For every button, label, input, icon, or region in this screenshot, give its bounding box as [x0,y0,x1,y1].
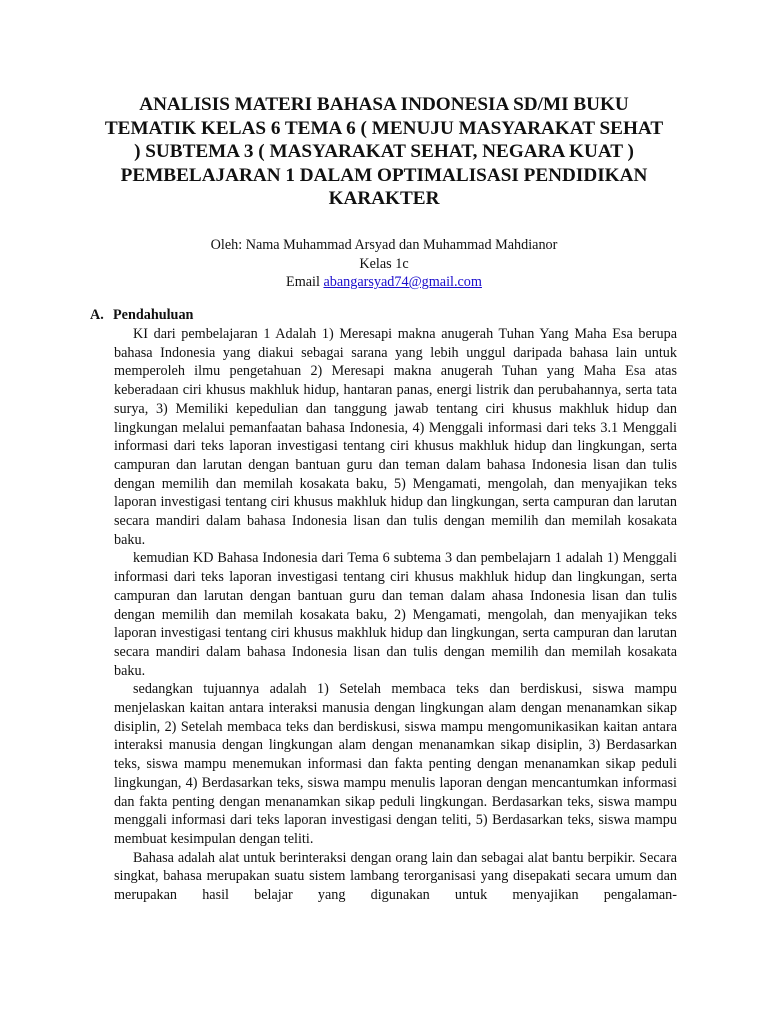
section-title: Pendahuluan [113,307,194,323]
email-label: Email [286,274,324,290]
section-number: A. [90,307,104,323]
paragraph: sedangkan tujuannya adalah 1) Setelah membaca teks dan berdiskusi, siswa mampu menjelaskan kaitan antara interaksi manusia dengan lingkungan alam dengan menanamkan sikap disiplin, 2) Setelah membaca teks dan berdiskusi, siswa mampu mengomunikasikan kaitan antara interaksi manusia dengan lingkungan alam dengan menanamkan sikap disiplin, 3) Berdasarkan teks, siswa mampu menemukan informasi dan fakta penting dengan menanamkan sikap peduli lingkungan, 4) Berdasarkan teks, siswa mampu menulis laporan dengan mencantumkan informasi dan fakta penting dengan menanamkan sikap peduli lingkungan. Berdasarkan teks, siswa mampu menggali informasi dari teks laporan investigasi dengan teliti, 5) Berdasarkan teks, siswa mampu membuat kesimpulan dengan teliti. [114,681,677,847]
document-title: ANALISIS MATERI BAHASA INDONESIA SD/MI BUKU TEMATIK KELAS 6 TEMA 6 ( MENUJU MASYARAKAT SEHAT ) SUBTEMA 3 ( MASYARAKAT SEHAT, NEGARA KUAT ) PEMBELAJARAN 1 DALAM OPTIMALISASI PENDIDIKAN KARAKTER [104,94,664,209]
email-link[interactable]: abangarsyad74@gmail.com [323,274,482,290]
author-block [100,236,668,292]
section-body [114,325,677,905]
paragraph: KI dari pembelajaran 1 Adalah 1) Meresapi makna anugerah Tuhan Yang Maha Esa berupa bahasa Indonesia yang diakui sebagai sarana yang lebih unggul daripada bahasa lain untuk memperoleh ilmu pengetahuan 2) Meresapi makna anugerah Tuhan yang Maha Esa atas keberadaan ciri khusus makhluk hidup, hantaran panas, energi listrik dan perubahannya, serta tata surya, 3) Memiliki kepedulian dan tanggung jawab tentang ciri khusus makhluk hidup dan lingkungan melalui pemanfaatan bahasa Indonesia, 4) Menggali informasi dari teks 3.1 Menggali informasi dari teks laporan investigasi tentang ciri khusus makhluk hidup dan lingkungan, serta campuran dan larutan dengan bantuan guru dan teman dalam bahasa Indonesia lisan dan tulis dengan memilih dan memilah kosakata baku, 5) Mengamati, mengolah, dan menyajikan teks laporan investigasi tentang ciri khusus makhluk hidup dan lingkungan, serta campuran dan larutan secara mandiri dalam bahasa Indonesia lisan dan tulis dengan memilih dan memilah kosakata baku. [114,326,677,548]
class-line: Kelas 1c [359,255,409,272]
section-heading [90,306,193,325]
paragraph: Bahasa adalah alat untuk berinteraksi dengan orang lain dan sebagai alat bantu berpikir. Secara singkat, bahasa merupakan suatu sistem lambang terorganisasi yang disepakati secara umum dan merupakan hasil belajar yang digunakan untuk menyajikan pengalaman- [114,849,677,904]
author-line: Oleh: Nama Muhammad Arsyad dan Muhammad Mahdianor [210,237,558,253]
paragraph: kemudian KD Bahasa Indonesia dari Tema 6 subtema 3 dan pembelajarn 1 adalah 1) Menggali informasi dari teks laporan investigasi tentang ciri khusus makhluk hidup dan lingkungan, serta campuran dan larutan dengan bantuan guru dan teman dalam ahasa Indonesia lisan dan tulis dengan memilih dan memilah kosakata baku, 2) Mengamati, mengolah, dan menyajikan teks laporan investigasi tentang ciri khusus makhluk hidup dan lingkungan, serta campuran dan larutan secara mandiri dalam bahasa Indonesia lisan dan tulis dengan memilih dan memilah kosakata baku. [114,550,677,679]
email-line [100,273,668,292]
